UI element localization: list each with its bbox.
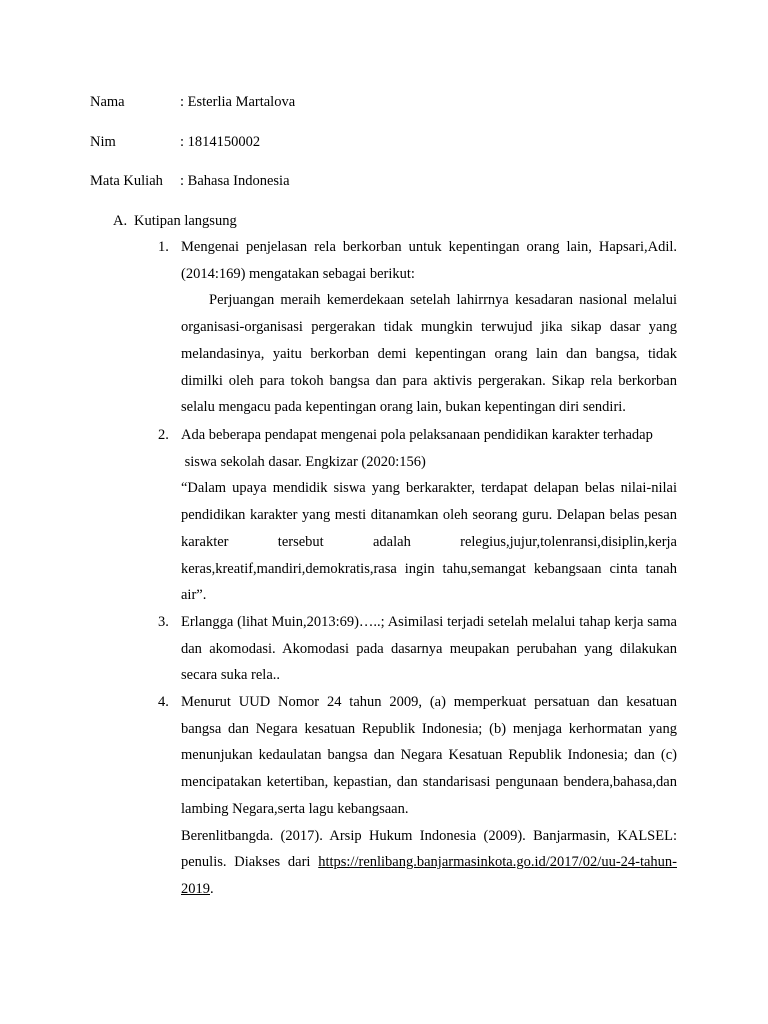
item-text: Erlangga (lihat Muin,2013:69)…..; Asimilasi terjadi setelah melalui tahap kerja sama dan akomodasi. Akomodasi pada dasarnya meupakan perubahan yang dilakukan secara suka rela.. — [181, 614, 677, 684]
list-item-1 — [158, 234, 677, 421]
nim-value: : 1814150002 — [180, 134, 261, 150]
item-text: Menurut UUD Nomor 24 tahun 2009, (a) memperkuat persatuan dan kesatuan bangsa dan Negara kesatuan Republik Indonesia; (b) menjaga kerhormatan yang menunjukan kedaulatan bangsa dan Negara Kesatuan Republik Indonesia; dan (c) mencipatakan ketertiban, kepastian, dan standarisasi pengunaan bendera,bahasa,dan lambing Negara,serta lagu kebangsaan. — [181, 694, 677, 817]
section-letter: A. — [113, 213, 128, 229]
reference-text: Berenlitbangda. (2017). Arsip Hukum Indonesia (2009). Banjarmasin, KALSEL: penulis. Diakses dari — [181, 827, 677, 871]
reference-end: . — [210, 880, 214, 897]
item-number: 1. — [158, 239, 169, 255]
item-intro-line-1: Ada beberapa pendapat mengenai pola pelaksanaan pendidikan karakter terhadap — [181, 427, 653, 443]
section-title: Kutipan langsung — [134, 213, 237, 229]
item-intro: Mengenai penjelasan rela berkorban untuk kepentingan orang lain, Hapsari,Adil. (2014:169) mengatakan sebagai berikut: — [181, 239, 677, 282]
name-value: : Esterlia Martalova — [180, 94, 296, 110]
item-number: 2. — [158, 427, 169, 443]
quote-block: “Dalam upaya mendidik siswa yang berkarakter, terdapat delapan belas nilai-nilai pendidikan karakter yang mesti ditanamkan oleh seorang guru. Delapan belas pesan karakter tersebut adalah relegius,jujur,tolenransi,disiplin,kerja keras,kreatif,mandiri,demokratis,rasa ingin tahu,semangat kebangsaan cinta tanah air”. — [181, 480, 677, 604]
item-number: 3. — [158, 614, 169, 630]
reference-citation — [181, 823, 677, 903]
reference-link[interactable]: https://renlibang.banjarmasinkota.go.id/2017/02/uu-24-tahun-2019 — [181, 854, 678, 897]
course-value: : Bahasa Indonesia — [180, 173, 290, 189]
quote-block: Perjuangan meraih kemerdekaan setelah lahirrnya kesadaran nasional melalui organisasi-organisasi pergerakan tidak mungkin terwujud jika sikap dasar yang melandasinya, yaitu berkorban demi kepentingan orang lain dan bangsa, tidak dimilki oleh para tokoh bangsa dan para aktivis pergerakan. Sikap rela berkorban selalu mengacu pada kepentingan orang lain, bukan kepentingan diri sendiri. — [181, 292, 677, 416]
name-label: Nama — [90, 94, 125, 110]
list-item-2 — [158, 422, 677, 609]
course-label: Mata Kuliah — [90, 173, 163, 189]
nim-label: Nim — [90, 134, 116, 150]
item-intro-line-2: siswa sekolah dasar. Engkizar (2020:156) — [181, 453, 426, 470]
item-number: 4. — [158, 694, 169, 710]
list-item-3 — [158, 609, 677, 689]
list-item-4 — [158, 689, 678, 903]
